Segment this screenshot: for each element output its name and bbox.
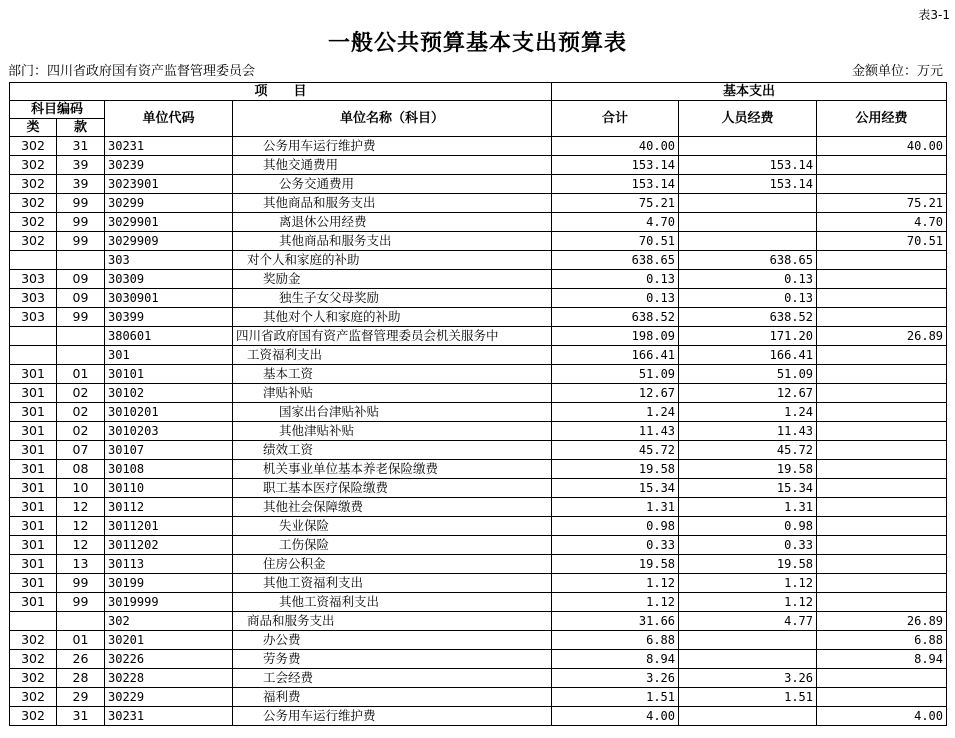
cell-public: 26.89 (817, 327, 947, 346)
cell-personnel (679, 213, 817, 232)
cell-lei (10, 346, 57, 365)
cell-total: 1.12 (552, 593, 679, 612)
table-number: 表3-1 (918, 8, 950, 22)
cell-unit-code: 30108 (105, 460, 233, 479)
table-row (10, 612, 947, 631)
cell-public (817, 346, 947, 365)
cell-kuan: 12 (57, 536, 105, 555)
table-row (10, 232, 947, 251)
cell-kuan: 09 (57, 289, 105, 308)
cell-unit-name: 基本工资 (233, 365, 552, 384)
cell-unit-code: 30229 (105, 688, 233, 707)
cell-lei: 302 (10, 175, 57, 194)
table-row (10, 631, 947, 650)
table-row (10, 194, 947, 213)
cell-public (817, 384, 947, 403)
cell-lei: 302 (10, 194, 57, 213)
cell-unit-name: 职工基本医疗保险缴费 (233, 479, 552, 498)
table-row (10, 650, 947, 669)
cell-total: 4.70 (552, 213, 679, 232)
cell-unit-name: 其他对个人和家庭的补助 (233, 308, 552, 327)
cell-personnel: 4.77 (679, 612, 817, 631)
cell-unit-code: 30399 (105, 308, 233, 327)
table-row (10, 213, 947, 232)
cell-personnel: 153.14 (679, 175, 817, 194)
cell-public (817, 555, 947, 574)
cell-unit-name: 其他工资福利支出 (233, 593, 552, 612)
cell-lei: 301 (10, 403, 57, 422)
header-public: 公用经费 (817, 101, 947, 137)
cell-kuan: 99 (57, 213, 105, 232)
cell-kuan: 12 (57, 498, 105, 517)
table-row (10, 327, 947, 346)
cell-kuan: 99 (57, 593, 105, 612)
cell-total: 11.43 (552, 422, 679, 441)
cell-public (817, 669, 947, 688)
cell-lei: 302 (10, 156, 57, 175)
budget-table (9, 82, 947, 726)
cell-public (817, 688, 947, 707)
cell-personnel: 0.33 (679, 536, 817, 555)
cell-lei: 301 (10, 479, 57, 498)
cell-public: 40.00 (817, 137, 947, 156)
cell-unit-code: 30107 (105, 441, 233, 460)
cell-kuan: 99 (57, 194, 105, 213)
cell-total: 19.58 (552, 460, 679, 479)
cell-unit-code: 3010201 (105, 403, 233, 422)
table-row (10, 422, 947, 441)
cell-kuan: 01 (57, 631, 105, 650)
cell-total: 153.14 (552, 175, 679, 194)
cell-kuan: 10 (57, 479, 105, 498)
cell-unit-name: 四川省政府国有资产监督管理委员会机关服务中 (233, 327, 552, 346)
cell-personnel (679, 232, 817, 251)
cell-public (817, 365, 947, 384)
cell-unit-code: 30309 (105, 270, 233, 289)
table-row (10, 270, 947, 289)
cell-public: 8.94 (817, 650, 947, 669)
cell-personnel (679, 631, 817, 650)
cell-kuan: 09 (57, 270, 105, 289)
cell-kuan: 39 (57, 156, 105, 175)
cell-lei: 301 (10, 593, 57, 612)
cell-personnel: 166.41 (679, 346, 817, 365)
header-total: 合计 (552, 101, 679, 137)
cell-kuan: 26 (57, 650, 105, 669)
page-title: 一般公共预算基本支出预算表 (327, 31, 627, 56)
cell-personnel: 45.72 (679, 441, 817, 460)
cell-kuan: 29 (57, 688, 105, 707)
cell-total: 638.65 (552, 251, 679, 270)
table-row (10, 555, 947, 574)
cell-unit-name: 办公费 (233, 631, 552, 650)
cell-kuan (57, 612, 105, 631)
cell-kuan: 31 (57, 137, 105, 156)
cell-public: 26.89 (817, 612, 947, 631)
table-row (10, 346, 947, 365)
cell-unit-name: 其他津贴补贴 (233, 422, 552, 441)
table-row (10, 308, 947, 327)
cell-public (817, 460, 947, 479)
cell-total: 12.67 (552, 384, 679, 403)
cell-lei: 301 (10, 422, 57, 441)
cell-kuan: 39 (57, 175, 105, 194)
cell-kuan: 08 (57, 460, 105, 479)
cell-total: 31.66 (552, 612, 679, 631)
cell-personnel: 638.65 (679, 251, 817, 270)
cell-public (817, 593, 947, 612)
cell-total: 0.13 (552, 289, 679, 308)
cell-public: 4.00 (817, 707, 947, 726)
cell-kuan (57, 327, 105, 346)
cell-unit-code: 30299 (105, 194, 233, 213)
header-basic-expenditure: 基本支出 (552, 83, 947, 101)
cell-lei: 302 (10, 213, 57, 232)
cell-personnel: 1.12 (679, 593, 817, 612)
cell-public (817, 270, 947, 289)
cell-unit-name: 独生子女父母奖励 (233, 289, 552, 308)
cell-unit-name: 公务交通费用 (233, 175, 552, 194)
cell-unit-name: 其他工资福利支出 (233, 574, 552, 593)
cell-unit-code: 30101 (105, 365, 233, 384)
cell-public: 70.51 (817, 232, 947, 251)
cell-kuan: 99 (57, 308, 105, 327)
cell-personnel: 1.31 (679, 498, 817, 517)
cell-total: 8.94 (552, 650, 679, 669)
cell-personnel: 19.58 (679, 555, 817, 574)
cell-unit-name: 机关事业单位基本养老保险缴费 (233, 460, 552, 479)
table-row (10, 517, 947, 536)
cell-unit-code: 30226 (105, 650, 233, 669)
cell-public: 75.21 (817, 194, 947, 213)
cell-personnel: 1.51 (679, 688, 817, 707)
cell-unit-code: 30110 (105, 479, 233, 498)
cell-kuan (57, 346, 105, 365)
cell-total: 1.12 (552, 574, 679, 593)
table-row (10, 593, 947, 612)
cell-unit-code: 30113 (105, 555, 233, 574)
header-personnel: 人员经费 (679, 101, 817, 137)
cell-total: 1.51 (552, 688, 679, 707)
table-row (10, 688, 947, 707)
cell-unit-name: 商品和服务支出 (233, 612, 552, 631)
cell-kuan: 12 (57, 517, 105, 536)
cell-lei: 303 (10, 308, 57, 327)
table-body (10, 137, 947, 726)
cell-lei (10, 251, 57, 270)
cell-unit-code: 30199 (105, 574, 233, 593)
cell-total: 70.51 (552, 232, 679, 251)
cell-personnel: 0.13 (679, 270, 817, 289)
cell-personnel: 153.14 (679, 156, 817, 175)
cell-unit-name: 津贴补贴 (233, 384, 552, 403)
cell-personnel (679, 707, 817, 726)
cell-personnel: 15.34 (679, 479, 817, 498)
cell-lei: 301 (10, 517, 57, 536)
cell-unit-name: 其他商品和服务支出 (233, 194, 552, 213)
table-row (10, 137, 947, 156)
cell-total: 40.00 (552, 137, 679, 156)
cell-total: 166.41 (552, 346, 679, 365)
cell-unit-code: 3010203 (105, 422, 233, 441)
table-row (10, 365, 947, 384)
cell-lei: 302 (10, 631, 57, 650)
header-lei: 类 (10, 119, 57, 137)
cell-public (817, 422, 947, 441)
cell-lei: 301 (10, 460, 57, 479)
cell-lei: 301 (10, 365, 57, 384)
cell-public: 4.70 (817, 213, 947, 232)
cell-kuan: 02 (57, 384, 105, 403)
cell-personnel: 3.26 (679, 669, 817, 688)
cell-unit-name: 劳务费 (233, 650, 552, 669)
cell-total: 0.33 (552, 536, 679, 555)
cell-unit-name: 其他商品和服务支出 (233, 232, 552, 251)
header-subject-code: 科目编码 (10, 101, 105, 119)
cell-total: 0.98 (552, 517, 679, 536)
cell-kuan: 31 (57, 707, 105, 726)
cell-lei: 301 (10, 498, 57, 517)
cell-total: 1.24 (552, 403, 679, 422)
cell-unit-name: 奖励金 (233, 270, 552, 289)
cell-unit-name: 离退休公用经费 (233, 213, 552, 232)
cell-unit-name: 住房公积金 (233, 555, 552, 574)
cell-lei: 301 (10, 384, 57, 403)
cell-kuan: 07 (57, 441, 105, 460)
cell-public (817, 289, 947, 308)
cell-lei: 301 (10, 441, 57, 460)
cell-public: 6.88 (817, 631, 947, 650)
cell-public (817, 479, 947, 498)
table-row (10, 479, 947, 498)
cell-total: 1.31 (552, 498, 679, 517)
cell-unit-code: 302 (105, 612, 233, 631)
cell-unit-code: 303 (105, 251, 233, 270)
cell-total: 4.00 (552, 707, 679, 726)
cell-kuan: 28 (57, 669, 105, 688)
cell-unit-code: 3011202 (105, 536, 233, 555)
cell-kuan: 02 (57, 403, 105, 422)
cell-total: 198.09 (552, 327, 679, 346)
header-project: 项 目 (10, 83, 552, 101)
cell-lei: 301 (10, 574, 57, 593)
cell-total: 45.72 (552, 441, 679, 460)
cell-lei (10, 612, 57, 631)
cell-unit-code: 30239 (105, 156, 233, 175)
cell-total: 3.26 (552, 669, 679, 688)
cell-total: 638.52 (552, 308, 679, 327)
cell-total: 75.21 (552, 194, 679, 213)
cell-personnel (679, 137, 817, 156)
cell-lei: 302 (10, 650, 57, 669)
header-unit-code: 单位代码 (105, 101, 233, 137)
table-row (10, 498, 947, 517)
cell-unit-name: 对个人和家庭的补助 (233, 251, 552, 270)
table-row (10, 441, 947, 460)
cell-unit-name: 其他交通费用 (233, 156, 552, 175)
cell-public (817, 498, 947, 517)
cell-unit-code: 380601 (105, 327, 233, 346)
cell-public (817, 403, 947, 422)
cell-unit-name: 公务用车运行维护费 (233, 707, 552, 726)
cell-personnel: 0.98 (679, 517, 817, 536)
cell-lei: 302 (10, 688, 57, 707)
cell-lei: 302 (10, 707, 57, 726)
cell-lei: 301 (10, 536, 57, 555)
cell-unit-code: 3029909 (105, 232, 233, 251)
amount-unit-label: 金额单位：万元 (851, 64, 943, 79)
cell-personnel (679, 194, 817, 213)
header-kuan: 款 (57, 119, 105, 137)
cell-public (817, 517, 947, 536)
table-row (10, 574, 947, 593)
cell-public (817, 251, 947, 270)
cell-kuan: 99 (57, 574, 105, 593)
cell-unit-code: 3029901 (105, 213, 233, 232)
cell-personnel: 19.58 (679, 460, 817, 479)
table-row (10, 707, 947, 726)
cell-total: 6.88 (552, 631, 679, 650)
department-label: 部门：四川省政府国有资产监督管理委员会 (8, 64, 256, 79)
header-unit-name: 单位名称（科目） (233, 101, 552, 137)
table-row (10, 384, 947, 403)
cell-unit-name: 失业保险 (233, 517, 552, 536)
cell-kuan: 02 (57, 422, 105, 441)
cell-personnel: 171.20 (679, 327, 817, 346)
cell-unit-code: 30201 (105, 631, 233, 650)
cell-unit-name: 绩效工资 (233, 441, 552, 460)
cell-lei: 303 (10, 270, 57, 289)
cell-lei: 302 (10, 669, 57, 688)
table-row (10, 460, 947, 479)
cell-personnel: 51.09 (679, 365, 817, 384)
cell-public (817, 536, 947, 555)
cell-total: 19.58 (552, 555, 679, 574)
cell-lei: 302 (10, 137, 57, 156)
cell-personnel: 1.24 (679, 403, 817, 422)
cell-unit-code: 301 (105, 346, 233, 365)
cell-total: 51.09 (552, 365, 679, 384)
cell-unit-name: 其他社会保障缴费 (233, 498, 552, 517)
cell-personnel (679, 650, 817, 669)
cell-unit-name: 工资福利支出 (233, 346, 552, 365)
cell-personnel: 0.13 (679, 289, 817, 308)
table-row (10, 156, 947, 175)
table-row (10, 536, 947, 555)
cell-unit-code: 3019999 (105, 593, 233, 612)
cell-unit-name: 国家出台津贴补贴 (233, 403, 552, 422)
cell-unit-code: 30228 (105, 669, 233, 688)
cell-unit-code: 30231 (105, 707, 233, 726)
cell-kuan (57, 251, 105, 270)
table-row (10, 669, 947, 688)
cell-lei: 303 (10, 289, 57, 308)
table-row (10, 403, 947, 422)
cell-lei: 301 (10, 555, 57, 574)
cell-unit-code: 3011201 (105, 517, 233, 536)
cell-total: 15.34 (552, 479, 679, 498)
cell-unit-name: 工伤保险 (233, 536, 552, 555)
cell-kuan: 01 (57, 365, 105, 384)
table-row (10, 289, 947, 308)
cell-personnel: 1.12 (679, 574, 817, 593)
cell-public (817, 574, 947, 593)
cell-unit-code: 30231 (105, 137, 233, 156)
cell-unit-code: 3023901 (105, 175, 233, 194)
cell-unit-name: 福利费 (233, 688, 552, 707)
cell-unit-name: 公务用车运行维护费 (233, 137, 552, 156)
cell-total: 153.14 (552, 156, 679, 175)
cell-public (817, 156, 947, 175)
cell-unit-code: 3030901 (105, 289, 233, 308)
cell-kuan: 13 (57, 555, 105, 574)
cell-unit-name: 工会经费 (233, 669, 552, 688)
cell-public (817, 441, 947, 460)
cell-personnel: 11.43 (679, 422, 817, 441)
cell-public (817, 308, 947, 327)
cell-lei (10, 327, 57, 346)
cell-unit-code: 30112 (105, 498, 233, 517)
cell-total: 0.13 (552, 270, 679, 289)
cell-kuan: 99 (57, 232, 105, 251)
cell-personnel: 12.67 (679, 384, 817, 403)
cell-unit-code: 30102 (105, 384, 233, 403)
cell-personnel: 638.52 (679, 308, 817, 327)
cell-public (817, 175, 947, 194)
table-row (10, 251, 947, 270)
cell-lei: 302 (10, 232, 57, 251)
table-row (10, 175, 947, 194)
